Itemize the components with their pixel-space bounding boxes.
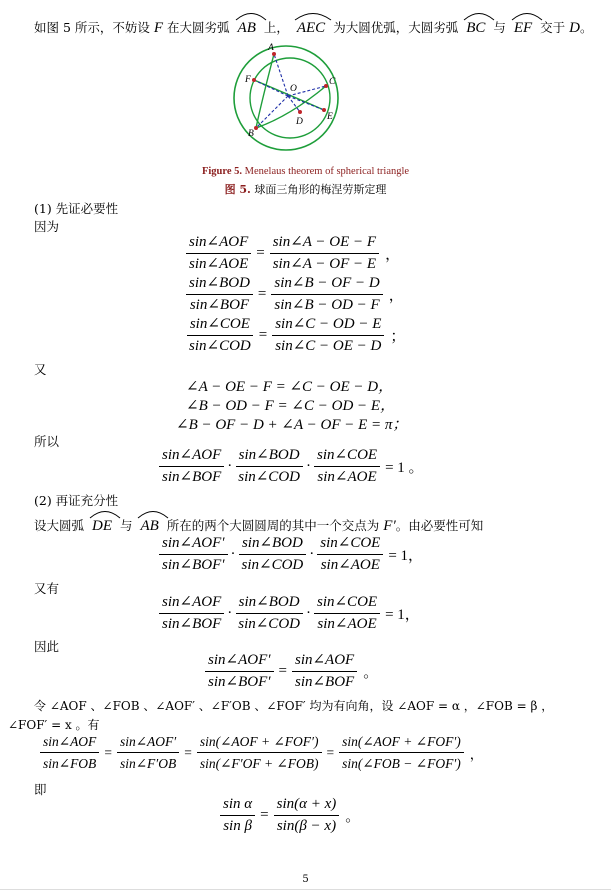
product-equation-1: $\frac{\text{sin∠AOF}}{\text{sin∠BOF}}$ · $\frac{\text{sin∠BOD}}{\text{sin∠COD}}$ · $\frac{\text{sin∠COE}}{\text{sin∠AOE}}$ = 1 。 [157, 447, 427, 486]
equation-row-1: $\frac{\text{sin∠AOF}}{\text{sin∠AOE}}$ = $\frac{\sin\angle A - OE - F}{\sin\angle A - OF - E}$ ， [184, 234, 400, 273]
angle-eq-1: ∠A − OE − F = ∠C − OE − D， [186, 379, 394, 395]
intro-text-5: 与 [493, 20, 506, 35]
intro-line: 如图 5 所示，不妨设 F 在大圆劣弧 AB 上， AEC 为大圆优弧，大圆劣弧 BC 与 EF 交于 D。 [34, 18, 593, 37]
arc-DE-label: DE [88, 518, 116, 535]
label-A: A [268, 43, 274, 53]
that-is: 即 [34, 782, 47, 797]
arc-AB-label-2: AB [136, 518, 162, 535]
so-2: 因此 [34, 639, 60, 654]
also-1: 又 [34, 362, 47, 377]
angle-eq-3: ∠B − OF − D + ∠A − OF − E = π； [176, 417, 408, 433]
ratio-equation: $\frac{\text{sin∠AOF′}}{\text{sin∠BOF′}}$ = $\frac{\text{sin∠AOF}}{\text{sin∠BOF}}$ 。 [203, 652, 378, 691]
long-equation: $\frac{\text{sin∠AOF}}{\text{sin∠FOB}}$ = $\frac{\text{sin∠AOF′}}{\sin\angle F'OB}$ = $\frac{\text{sin(∠AOF + ∠FOF′)}}{\text{sin(∠F′OF + ∠FOB)}}$ = $\frac{\text{sin(∠AOF + ∠FOF′)}}{\text{sin(∠FOB − ∠FOF′)}}$ ， [38, 733, 483, 772]
arc-AB-label: AB [234, 20, 260, 37]
directed-angle-line-2: ∠FOF′ = x 。有 [8, 718, 100, 732]
label-C: C [329, 77, 336, 87]
intro-var-F: F [153, 20, 164, 36]
part2-heading: (2) 再证充分性 [34, 493, 119, 508]
arc-AB [256, 54, 274, 128]
label-D: D [296, 117, 303, 127]
intro-var-D: D [569, 20, 580, 36]
intro-text-6: 交于 [540, 20, 566, 35]
angle-eq-2: ∠B − OD − F = ∠C − OD − E， [186, 398, 396, 414]
part1-heading: (1) 先证必要性 [34, 201, 119, 216]
figure-caption-en: Figure 5. Menelaus theorem of spherical triangle [201, 166, 410, 177]
product-equation-2: $\frac{\text{sin∠AOF′}}{\text{sin∠BOF′}}$ · $\frac{\text{sin∠BOD}}{\text{sin∠COD}}$ · $\frac{\text{sin∠COE}}{\text{sin∠AOE}}$ = 1， [157, 535, 426, 574]
intro-text-1: 如图 5 所示，不妨设 [34, 20, 150, 35]
part1-because: 因为 [34, 219, 60, 234]
directed-angle-line-1: 令 ∠AOF 、∠FOB 、∠AOF′ 、∠F′OB 、∠FOF′ 均为有向角，设 ∠AOF = α ，∠FOB = β ， [34, 699, 554, 713]
also-2: 又有 [34, 581, 60, 596]
equation-row-3: $\frac{\text{sin∠COE}}{\text{sin∠COD}}$ = $\frac{\sin\angle C - OD - E}{\sin\angle C - OE - D}$ ； [184, 316, 405, 355]
equation-row-2: $\frac{\text{sin∠BOD}}{\text{sin∠BOF}}$ = $\frac{\sin\angle B - OF - D}{\sin\angle B - OD - F}$ ， [184, 275, 404, 314]
page-bottom-divider [0, 889, 611, 890]
label-E: E [327, 112, 333, 122]
final-equation: $\frac{\text{sin α}}{\text{sin β}}$ = $\frac{\sin(\alpha + x)}{\sin(\beta - x)}$ 。 [218, 796, 360, 835]
arc-AEC-label: AEC [293, 20, 329, 37]
spherical-triangle-figure [226, 40, 346, 170]
intro-text-4: 为大圆优弧，大圆劣弧 [333, 20, 459, 35]
figure-caption-zh: 图 5. 球面三角形的梅涅劳斯定理 [224, 183, 387, 196]
part2-line: 设大圆弧 DE 与 AB 所在的两个大圆圆周的其中一个交点为 F′。由必要性可知 [34, 516, 483, 535]
intro-text-2: 在大圆劣弧 [167, 20, 230, 35]
label-B: B [248, 129, 254, 139]
arc-BC-label: BC [462, 20, 489, 37]
arc-EF-label: EF [510, 20, 536, 37]
so-1: 所以 [34, 434, 60, 449]
label-F: F [245, 75, 251, 85]
intro-text-3: 上， [263, 20, 289, 35]
product-equation-3: $\frac{\text{sin∠AOF}}{\text{sin∠BOF}}$ · $\frac{\text{sin∠BOD}}{\text{sin∠COD}}$ · $\frac{\text{sin∠COE}}{\text{sin∠AOE}}$ = 1， [157, 594, 423, 633]
label-O: O [290, 84, 297, 94]
page-number: 5 [302, 874, 309, 885]
